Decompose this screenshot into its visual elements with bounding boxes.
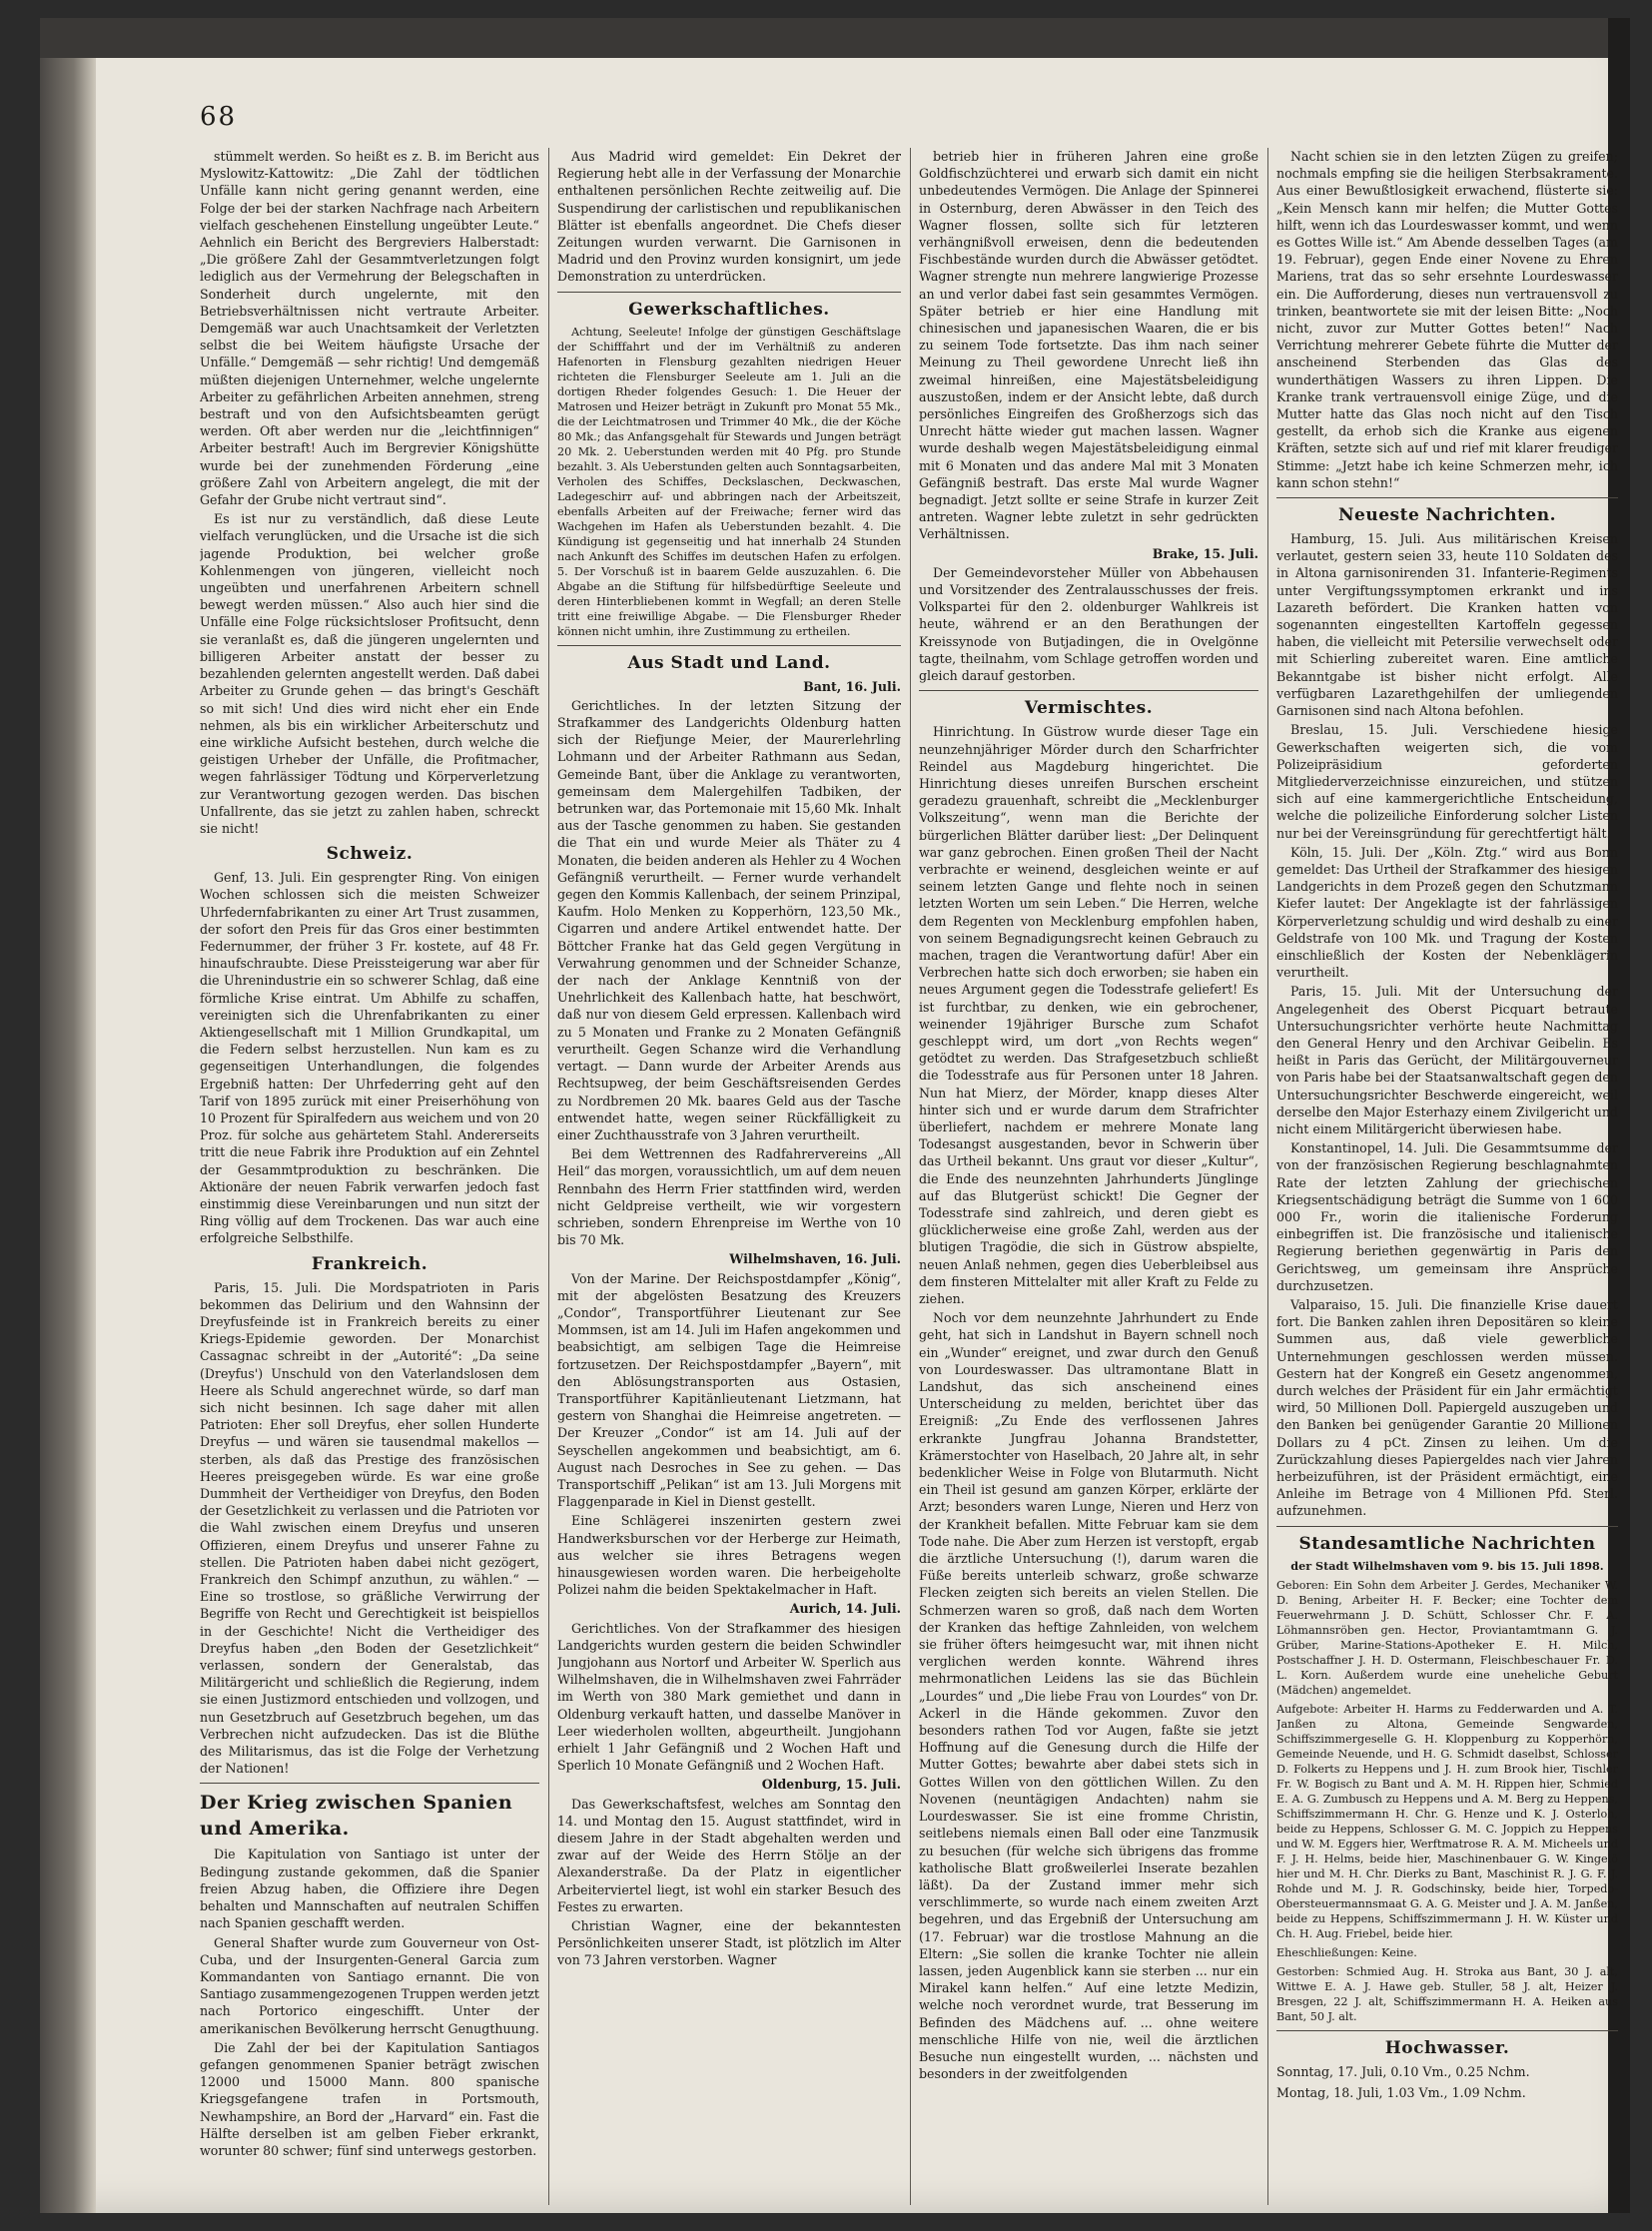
standesamt-subtitle: der Stadt Wilhelmshaven vom 9. bis 15. Juli 1898. — [1290, 1558, 1604, 1573]
dateline: Oldenburg, 15. Juli. — [761, 1777, 901, 1793]
section-heading-krieg: Der Krieg zwischen Spanien und Amerika. — [200, 1792, 513, 1841]
page-content — [200, 88, 1618, 2205]
section-heading-frankreich: Frankreich. — [311, 1253, 428, 1274]
article-paragraph: Hinrichtung. In Güstrow wurde dieser Tage ein neunzehnjähriger Mörder durch den Scharfrichter Reindel aus Magdeburg hingerichtet. Die Hinrichtung dieses unreifen Burschen erscheint geradezu grauenhaft, schreibt die „Mecklenburger Volkszeitung“, wenn man die Berichte der bürgerlichen Blätter darüber liest: „Der Delinquent war ganz gebrochen. Einen großen Theil der Nacht verbrachte er weinend, desgleichen weinte er auf seinem letzten Gange und flehte noch in seinen letzten Worten um sein Leben.“ Die Herren, welche dem Regenten von Mecklenburg empfohlen haben, von seinem Begnadigungsrecht keinen Gebrauch zu machen, tragen die Verantwortung dafür! Aber ein Verbrechen hatte sich doch erworben; sie haben ein neues Argument gegen die Todesstrafe geliefert! Es ist furchtbar, zu denken, wie ein gebrochener, weinender 19jähriger Bursche zum Schafot geschleppt wird, um dort „von Rechts wegen“ getödtet zu werden. Das Strafgesetzbuch schließt die Todesstrafe aus für Personen unter 18 Jahren. Nun hat Mierz, der Mörder, knapp dieses Alter hinter sich und er wurde darum dem Strafrichter überliefert, nachdem er mehrere Monate lang Todesangst ausgestanden, bevor in Schwerin über das Urtheil bekannt. Uns graut vor dieser „Kultur“, die Ende des neunzehnten Jahrhunderts Jünglinge auf das Blutgerüst schickt! Die Gegner der Todesstrafe sind zahlreich, und deren giebt es glücklicherweise eine große Zahl, werden aus der blutigen Tragödie, die sich in Güstrow abspielte, neuen Anlaß nehmen, gegen dies Ueberbleibsel aus dem finsteren Mittelalter mit aller Kraft zu Felde zu ziehen. — [919, 724, 1258, 1306]
list-item: Gestorben: Schmied Aug. H. Stroka aus Bant, 30 J. alt, Wittwe E. A. J. Hawe geb. Stuller, 58 J. alt, Heizer J. Bresgen, 22 J. alt, Schiffszimmermann H. A. Heiken aus Bant, 50 J. alt. — [1276, 1964, 1618, 2023]
article-paragraph: betrieb hier in früheren Jahren eine große Goldfischzüchterei und erwarb sich damit ein nicht unbedeutendes Vermögen. Die Anlage der Spinnerei in Osternburg, deren Abwässer in den Teich des Wagner flossen, sollte sich für letzteren verhängnißvoll erweisen, denn die bedeutenden Fischbestände wurden durch die Abwässer getödtet. Wagner strengte nun mehrere langwierige Prozesse an und verlor dabei fast sein gesammtes Vermögen. Später betrieb er hier eine Handlung mit chinesischen und japanesischen Waaren, die er bis zu seinem Tode fortsetzte. Das ihm nach seiner Meinung zu Theil gewordene Unrecht ließ ihn zweimal hinreißen, eine Majestätsbeleidigung auszustoßen, indem er der Ansicht lebte, daß durch persönliches Eingreifen des Großherzogs sich das Unrecht hätte wieder gut machen lassen. Wagner wurde deshalb wegen Majestätsbeleidigung einmal mit 6 Monaten und das andere Mal mit 3 Monaten Gefängniß bestraft. Das erste Mal wurde Wagner begnadigt. Jetzt sollte er seine Strafe in kurzer Zeit antreten. Wagner lebte zuletzt in sehr gedrückten Verhältnissen. — [919, 149, 1258, 542]
column-4 — [1276, 148, 1618, 2205]
divider — [200, 1783, 539, 1784]
section-heading-stadt-land: Aus Stadt und Land. — [627, 652, 831, 673]
binding-edge — [40, 58, 96, 2213]
article-paragraph: Genf, 13. Juli. Ein gesprengter Ring. Von einigen Wochen schlossen sich die meisten Schweizer Uhrfedernfabrikanten zu einer Art Trust zusammen, der sofort den Preis für das Gros einer bestimmten Federnummer, der früher 3 Fr. kostete, auf 48 Fr. hinaufschraubte. Diese Preissteigerung war aber für die Uhrenindustrie ein so schwerer Schlag, daß eine förmliche Krise eintrat. Um Abhilfe zu schaffen, vereinigten sich die Uhrenfabrikanten zu einer Aktiengesellschaft mit 1 Million Grundkapital, um die Federn selbst herzustellen. Nun kam es zu gegenseitigen Unterhandlungen, die folgendes Ergebniß hatten: Der Uhrfederring geht auf den Tarif von 1895 zurück mit einer Preiserhöhung von 10 Prozent für Spiralfedern aus weichem und von 20 Proz. für solche aus gehärtetem Stahl. Andererseits tritt die neue Fabrik ihre Produktion auf ein Zehntel der Gesammtproduktion zu beschränken. Die Aktionäre der neuen Fabrik verwarfen jedoch fast einstimmig diese Vereinbarungen und nun sitzt der Ring völlig auf dem Trockenen. Das war auch eine erfolgreiche Selbsthilfe. — [200, 870, 539, 1246]
dateline: Wilhelmshaven, 16. Juli. — [729, 1251, 901, 1267]
list-item: Geboren: Ein Sohn dem Arbeiter J. Gerdes, Mechaniker W. D. Bening, Arbeiter H. F. Becker; eine Tochter dem Feuerwehrmann J. D. Schütt, Schlosser Chr. F. A. Löhmannsröben gen. Hector, Proviantamtmann G. J. Grüber, Marine-Stations-Apotheker E. H. Milch, Postschaffner J. H. D. Ostermann, Fleischbeschauer Fr. D. L. Korn. Außerdem wurde eine uneheliche Geburt (Mädchen) angemeldet. — [1276, 1578, 1618, 1697]
article-paragraph: Aus Madrid wird gemeldet: Ein Dekret der Regierung hebt alle in der Verfassung der Monarchie enthaltenen persönlichen Rechte zeitweilig auf. Die Suspendirung der carlistischen und republikanischen Blätter ist ebenfalls angeordnet. Die Chefs dieser Zeitungen wurden verwarnt. Die Garnisonen in Madrid und den Provinz wurden konsignirt, um jede Demonstration zu unterdrücken. — [557, 149, 901, 285]
divider — [919, 690, 1258, 691]
article-paragraph: Breslau, 15. Juli. Verschiedene hiesige Gewerkschaften weigerten sich, die vom Polizeipräsidium geforderten Mitgliederverzeichnisse einzureichen, und stützen sich auf eine kammergerichtliche Entscheidung, welche die polizeiliche Einforderung solcher Listen nur bei der Vereinsgründung für gerechtfertigt hält. — [1276, 722, 1618, 841]
article-paragraph: Das Gewerkschaftsfest, welches am Sonntag den 14. und Montag den 15. August stattfindet, wird in diesem Jahre in der Stadt abgehalten werden und zwar auf der Weide des Herrn Stölje an der Alexanderstraße. Da der Platz in eigentlicher Arbeiterviertel liegt, ist wohl ein starker Besuch des Festes zu erwarten. — [557, 1796, 901, 1914]
article-paragraph: Gerichtliches. In der letzten Sitzung der Strafkammer des Landgerichts Oldenburg hatten sich der Riefjunge Meier, der Maurerlehrling Lohmann und der Arbeiter Rathmann aus Sedan, Gemeinde Bant, über die Anklage zu verantworten, gemeinsam dem Malergehilfen Tadbiken, der betrunken war, das Portemonaie mit 15,60 Mk. Inhalt aus der Tasche genommen zu haben. Sie gestanden die That ein und wurde Meier als Thäter zu 4 Monaten, die beiden anderen als Hehler zu 4 Wochen Gefängniß verurtheilt. — Ferner wurde verhandelt gegen den Kommis Kallenbach, der seinem Prinzipal, Kaufm. Holo Menken zu Kopperhörn, 123,50 Mk., Cigarren und andere Artikel entwendet hatte. Der Böttcher Franke hat das Geld gegen Vergütung in Verwahrung genommen und der Schneider Schanze, der nach der Anklage Kenntniß von der Unehrlichkeit des Kallenbach hatte, hat beschwört, daß nur von diesem Geld erpressen. Kallenbach wird zu 5 Monaten und Franke zu 2 Monaten Gefängniß verurtheilt. Gegen Schanze wird die Verhandlung vertagt. — Dann wurde der Arbeiter Arends aus Rechtsupweg, der beim Geschäftsreisenden Gerdes zu Nordbremen 20 Mk. baares Geld aus der Tasche entwendet hatte, wegen seiner Rückfälligkeit zu einer Zuchthausstrafe von 3 Jahren verurtheilt. — [557, 697, 901, 1142]
section-heading-standesamt: Standesamtliche Nachrichten — [1298, 1533, 1596, 1554]
divider — [1276, 1526, 1618, 1527]
article-paragraph: Eine Schlägerei inszenirten gestern zwei Handwerksburschen vor der Herberge zur Heimath, aus welcher sie ihres Betragens wegen hinausgewiesen worden waren. Die herbeigeholte Polizei nahm die beiden Spektakelmacher in Haft. — [557, 1513, 901, 1598]
list-item: Montag, 18. Juli, 1.03 Vm., 1.09 Nchm. — [1276, 2084, 1526, 2100]
column-divider — [548, 148, 549, 2205]
section-heading-schweiz: Schweiz. — [326, 844, 413, 865]
article-paragraph: Christian Wagner, eine der bekanntesten Persönlichkeiten unserer Stadt, ist plötzlich im Alter von 73 Jahren verstorben. Wagner — [557, 1918, 901, 1968]
article-paragraph: Die Kapitulation von Santiago ist unter der Bedingung zustande gekommen, daß die Spanier freien Abzug haben, die Offiziere ihre Degen behalten und Mannschaften auf neutralen Schiffen nach Spanien geschafft werden. — [200, 1847, 539, 1931]
article-paragraph: Nacht schien sie in den letzten Zügen zu greifen; nochmals empfing sie die heiligen Sterbsakramente. Aus einer Bewußtlosigkeit erwachend, flüsterte sie: „Kein Mensch kann mir helfen; die Mutter Gottes hilft, wenn ich das Lourdeswasser kommt, und wenn es Gottes Wille ist.“ Am Abende desselben Tages (am 19. Februar), gegen Ende einer Novene zu Ehren Mariens, trat das so sehr ersehnte Lourdeswasser ein. Die Aufforderung, dieses nun vertrauensvoll zu trinken, beantwortete sie mit der leisen Bitte: „Noch nicht, zuvor zur Mutter Gottes beten!“ Nach Verrichtung mehrerer Gebete führte die Mutter der anscheinend Sterbenden das Glas des wunderthätigen Wassers zu ihren Lippen. Die Kranke trank vertrauensvoll einige Züge, und die Mutter hatte das Glas noch nicht auf den Tisch gestellt, da erhob sich die Kranke aus eigenen Kräften, setzte sich auf und rief mit klarer freudiger Stimme: „Jetzt habe ich keine Schmerzen mehr, ich kann schon stehn!“ — [1276, 149, 1618, 490]
dateline: Aurich, 14. Juli. — [789, 1601, 901, 1617]
scan-top-border — [40, 18, 1630, 58]
divider — [1276, 2030, 1618, 2031]
article-paragraph: Köln, 15. Juli. Der „Köln. Ztg.“ wird aus Bonn gemeldet: Das Urtheil der Strafkammer des hiesigen Landgerichts in dem Prozeß gegen den Schutzmann Kiefer lautet: Der Angeklagte ist der fahrlässigen Körperverletzung schuldig und wird deshalb zu einer Geldstrafe von 100 Mk. und Tragung der Kosten einschließlich der Kosten der Nebenklägerin verurtheilt. — [1276, 844, 1618, 981]
newspaper-page — [40, 18, 1630, 2213]
section-heading-neueste: Neueste Nachrichten. — [1337, 505, 1557, 526]
article-paragraph: Der Gemeindevorsteher Müller von Abbehausen und Vorsitzender des Zentralausschusses der freis. Volkspartei für den 2. oldenburger Wahlkreis ist heute, während er an den Berathungen der Kreissynode von Butjadingen, die in Ovelgönne tagte, theilnahm, vom Schlage getroffen worden und gleich darauf gestorben. — [919, 564, 1258, 684]
divider — [557, 645, 901, 646]
column-divider — [1267, 148, 1268, 2205]
dateline: Brake, 15. Juli. — [1152, 545, 1258, 561]
column-divider — [910, 148, 911, 2205]
hochwasser-list — [1276, 2063, 1618, 2101]
article-paragraph: stümmelt werden. So heißt es z. B. im Bericht aus Myslowitz-Kattowitz: „Die Zahl der tödtlichen Unfälle kann nicht gering genannt werden, eine Folge der bei der starken Nachfrage nach Arbeitern vielfach geschehenen Einstellung ungeübter Leute.“ Aehnlich ein Bericht des Bergreviers Halberstadt: „Die größere Zahl der Gesammtverletzungen folgt lediglich aus der Vermehrung der Belegschaften in Sonderheit durch ungelernte, mit den Betriebsverhältnissen nicht vertraute Arbeiter. Demgemäß war auch Unachtsamkeit der Verletzten selbst die bei Weitem häufigste Ursache der Unfälle.“ Demgemäß — sehr richtig! Und demgemäß müßten diejenigen Unternehmer, welche ungelernte Arbeiter zu gefährlichen Arbeiten annehmen, streng bestraft und von den Aufsichtsbeamten gerügt werden. Oft aber werden nur die „leichtfinnigen“ Arbeiter bestraft! Auch im Bergrevier Königshütte wurde bei der zunehmenden Förderung „eine größere Zahl von Arbeitern angelegt, die mit der Gefahr der Grube nicht vertraut sind“. — [200, 149, 539, 508]
section-heading-hochwasser: Hochwasser. — [1384, 2037, 1510, 2058]
divider — [1276, 497, 1618, 498]
list-item: Aufgebote: Arbeiter H. Harms zu Fedderwarden und A. T. Janßen zu Altona, Gemeinde Sengwarden, Schiffszimmergeselle G. H. Kloppenburg zu Kopperhörn, Gemeinde Neuende, und H. G. Schmidt daselbst, Schlosser D. Folkerts zu Heppens und J. H. zum Brook hier, Tischler Fr. W. Bogisch zu Bant und A. M. H. Rippen hier, Schmied E. A. G. Zumbusch zu Heppens und A. M. Berg zu Heppens, Schiffszimmermann H. Chr. G. Henze und K. J. Osterloh, beide zu Heppens, Schlosser G. M. C. Joppich zu Heppens und W. M. Eggers hier, Werftmatrose R. A. M. Micheels und F. J. H. Helms, beide hier, Maschinenbauer G. W. Kingelö hier und M. H. Chr. Dierks zu Bant, Maschinist R. J. G. F. J. Rohde und M. J. R. Godschinsky, beide hier, Torpedo-Obersteuermannsmaat G. A. G. Meister und J. A. M. Janßen, beide zu Heppens, Schiffszimmermann J. H. W. Küster und Ch. H. Aug. Friebel, beide hier. — [1276, 1702, 1618, 1940]
article-paragraph: Paris, 15. Juli. Mit der Untersuchung der Angelegenheit des Oberst Picquart betraute Untersuchungsrichter verhörte heute Nachmittag den General Henry und den Archivar Geibelin. Es heißt in Paris das Gerücht, der Militärgouverneur von Paris habe bei der Staatsanwaltschaft gegen den Untersuchungsrichter Beschwerde eingereicht, weil derselbe den Major Esterhazy einem Zivilgericht und nicht einem Militärgericht überwiesen habe. — [1276, 984, 1618, 1136]
column-3 — [919, 148, 1258, 2205]
section-heading-vermischtes: Vermischtes. — [1024, 698, 1154, 719]
column-1 — [200, 148, 539, 2205]
article-paragraph: Paris, 15. Juli. Die Mordspatrioten in Paris bekommen das Delirium und den Wahnsinn der Dreyfusfeinde ist in Frankreich bereits zu einer Kriegs-Epidemie geworden. Der Monarchist Cassagnac schreibt in der „Autorité“: „Da seine (Dreyfus') Unschuld von den Vaterlandslosen dem Heere als Schuld angerechnet würde, so darf man sich nicht besinnen. Ich sage daher mit allen Patrioten: Eher soll Dreyfus, eher sollen Hunderte Dreyfus — und wären sie tausendmal makellos — sterben, als daß das Prestige des französischen Heeres preisgegeben würde. Es war eine große Dummheit der Vertheidiger von Dreyfus, den Boden der Gesetzlichkeit zu verlassen und die Patrioten vor die Wahl zwischen einem Dreyfus und unseren Offizieren, einem Dreyfus und unserer Fahne zu stellen. Die Patrioten haben dabei nicht gezögert, Frankreich den Schimpf anzuthun, zu wählen.“ — Eine so trostlose, so gräßliche Verwirrung der Begriffe von Recht und Gerechtigkeit ist beispiellos in der Geschichte! Nicht die Vertheidiger des Dreyfus haben „den Boden der Gesetzlichkeit“ verlassen, sondern der Generalstab, das Militärgericht und schließlich die Regierung, indem sie einen Justizmord entschieden und vollzogen, und nun Gesetzbruch auf Gesetzbruch begehen, um das Verbrechen nicht aufzudecken. Das ist die Blüthe des Militarismus, das ist die Folge der Verhetzung der Nationen! — [200, 1279, 539, 1777]
columns — [200, 148, 1618, 2205]
column-2 — [557, 148, 901, 2205]
article-paragraph: Gerichtliches. Von der Strafkammer des hiesigen Landgerichts wurden gestern die beiden Schwindler Jungjohann aus Nortorf und Arbeiter W. Sperlich aus Wilhelmshaven, die in Wilhelmshaven zwei Fahrräder im Werth von 380 Mark gemiethet und dann in Oldenburg verkauft hatten, und dasselbe Manöver in Leer wiederholen wollten, abgeurtheilt. Jungjohann erhielt 1 Jahr Gefängniß und 2 Wochen Haft und Sperlich 10 Monate Gefängniß und 2 Wochen Haft. — [557, 1620, 901, 1774]
article-paragraph: Noch vor dem neunzehnte Jahrhundert zu Ende geht, hat sich in Landshut in Bayern schnell noch ein „Wunder“ ereignet, und zwar durch den Genuß von Lourdeswasser. Das ultramontane Blatt in Landshut, das sich anscheinend eines Unterscheidung zu melden, berichtet über das Ereigniß: „Zu Ende des verflossenen Jahres erkrankte Jungfrau Johanna Brandstetter, Krämerstochter von Haselbach, 20 Jahre alt, in sehr bedenklicher Weise in Folge von Blutarmuth. Nicht ein Theil ist gesund am ganzen Körper, erklärte der Arzt; besonders waren Lunge, Nieren und Herz von der Krankheit befallen. Mitte Februar kam sie dem Tode nahe. Die Aber zum Herzen ist verstopft, ergab die ärztliche Untersuchung (!), darum waren die Füße bereits unterleib schwarz, große schwarze Flecken zeigten sich bereits an vielen Stellen. Die Schmerzen waren so groß, daß nach dem Worten der Kranken das heftige Zahnleiden, von welchem sie früher öfters heimgesucht war, mit ihnen nicht verglichen werden konnte. Während ihres mehrmonatlichen Leidens las sie das Büchlein „Lourdes“ und „Die liebe Frau von Lourdes“ von Dr. Ackerl in die Hände gekommen. Zuvor den besonders rathen Tod vor Augen, faßte sie jetzt Hoffnung auf die Genesung durch die Hilfe der Mutter Gottes; bewahrte aber dabei stets sich in Gottes Willen von den göttlichen Willen. Zu den Novenen (neuntägigen Andachten) nahm sie Lourdeswasser. Sie ist eine fromme Christin, seitlebens niemals einen Ball oder eine Tanzmusik zu besuchen (für welche sich übrigens das fromme katholische Blatt großweilerlei Inserate bezahlen läßt). Da der Zustand immer mehr sich verschlimmerte, so wurde nach einem zweiten Arzt begehren, und das Ergebniß der Untersuchung am (17. Februar) war die trostlose Mahnung an die Eltern: „Sie sollen die kranke Tochter nie allein lassen, jeden Augenblick kann sie sterben ... nur ein Mirakel kann helfen.“ Auf eine letzte Medizin, welche noch verordnet wurde, trat Besserung im Befinden des Mädchens auf. ... ohne weitere menschliche Hilfe von nie, weil die ärztlichen Besuche nun eingestellt wurden, ... nächsten und besonders in der zweitfolgenden — [919, 1310, 1258, 2082]
page-number: 68 — [200, 102, 238, 132]
divider — [557, 292, 901, 293]
dateline: Bant, 16. Juli. — [803, 678, 901, 694]
article-paragraph: Bei dem Wettrennen des Radfahrervereins „All Heil“ das morgen, voraussichtlich, um auf dem neuen Rennbahn des Herrn Frier stattfinden wird, werden nicht Geldpreise vertheilt, wie wir vorgestern schrieben, sondern Ehrenpreise im Werthe von 10 bis 70 Mk. — [557, 1146, 901, 1248]
article-paragraph: Von der Marine. Der Reichspostdampfer „König“, mit der abgelösten Besatzung des Kreuzers „Condor“, Transportführer Lieutenant zur See Mommsen, ist am 14. Juli im Hafen angekommen und beabsichtigt, am selbigen Tage die Heimreise fortzusetzen. Der Reichspostdampfer „Bayern“, mit den Ablösungstransporten aus Ostasien, Transportführer Kapitänlieutenant Lietzmann, hat gestern von Shanghai die Heimreise angetreten. — Der Kreuzer „Condor“ ist am 14. Juli auf der Seyschellen angekommen und beabsichtigt, am 6. August nach Desroches in See zu gehen. — Das Transportschiff „Pelikan“ ist am 13. Juli Morgens mit Flaggenparade in Kiel in Dienst gestellt. — [557, 1270, 901, 1510]
list-item: Eheschließungen: Keine. — [1276, 1945, 1417, 1959]
article-paragraph: Es ist nur zu verständlich, daß diese Leute vielfach verunglücken, und die Ursache ist die sich jagende Produktion, bei welcher große Kohlenmengen von jüngeren, vielleicht noch ungeübten und unerfahrenen Arbeitern schnell bewegt werden müssen.“ Also auch hier sind die Unfälle eine Folge rücksichtsloser Profitsucht, denn sie veranlaßt es, daß die jüngeren ungelernten und billigeren Arbeiter anstatt der besser zu bezahlenden gelernten angestellt werden. Daß dabei Arbeiter zu Grunde gehen — das bringt's Geschäft so mit sich! Und dies wird nicht eher ein Ende nehmen, als bis ein wirklicher Arbeiterschutz und eine wirkliche Aufsicht bestehen, durch welche die geistigen Urheber der Unfälle, die Profitmacher, wegen fahrlässiger Tödtung und Körperverletzung zur Verantwortung gezogen werden. Das bischen Unfallrente, das sie jetzt zu zahlen haben, schreckt sie nicht! — [200, 511, 539, 836]
standesamt-list — [1276, 1578, 1618, 2024]
article-paragraph: Die Zahl der bei der Kapitulation Santiagos gefangen genommenen Spanier beträgt zwischen 12000 und 15000 Mann. 800 spanische Kriegsgefangene trafen in Portsmouth, Newhampshire, an Bord der „Harvard“ ein. Fast die Hälfte derselben ist am gelben Fieber erkrankt, worunter 80 schwer; fünf sind unterwegs gestorben. — [200, 2039, 539, 2158]
list-item: Sonntag, 17. Juli, 0.10 Vm., 0.25 Nchm. — [1276, 2063, 1530, 2079]
article-paragraph: Konstantinopel, 14. Juli. Die Gesammtsumme der von der französischen Regierung beschlagnahmten Rate der letzten Zahlung der griechischen Kriegsentschädigung beträgt die Summe von 1 600 000 Fr., worin die italienische Forderung einbegriffen ist. Die französische und italienische Regierung beriethen gegenwärtig in Paris den Gerichtsweg, um gemeinsam ihre Ansprüche durchzusetzen. — [1276, 1140, 1618, 1293]
section-heading-gewerkschaftliches: Gewerkschaftliches. — [628, 299, 830, 320]
article-paragraph: Valparaiso, 15. Juli. Die finanzielle Krise dauert fort. Die Banken zahlen ihren Depositären so kleine Summen aus, daß viele gewerbliche Unternehmungen geschlossen werden müssen. Gestern hat der Kongreß ein Gesetz angenommen, durch welches der Präsident für ein Jahr ermächtigt wird, 50 Millionen Doll. Papiergeld auszugeben und den Banken bei genügender Garantie 20 Millionen Dollars zu 4 pCt. Zinsen zu leihen. Um die Zurückzahlung dieses Papiergeldes nach vier Jahren herbeizuführen, ist der Präsident ermächtigt, eine Anleihe im Betrage von 4 Millionen Pfd. Sterl. aufzunehmen. — [1276, 1297, 1618, 1519]
article-paragraph: General Shafter wurde zum Gouverneur von Ost-Cuba, und der Insurgenten-General Garcia zum Kommandanten von Santiago ernannt. Die von Santiago zusammengezogenen Truppen werden jetzt nach Portorico eingeschifft. Unter der amerikanischen Bevölkerung herrscht Genugthuung. — [200, 1934, 539, 2036]
article-paragraph: Achtung, Seeleute! Infolge der günstigen Geschäftslage der Schifffahrt und der im Verhältniß zu anderen Hafenorten in Flensburg gezahlten niedrigen Heuer richteten die Flensburger Seeleute am 1. Juli an die dortigen Rheder folgendes Gesuch: 1. Die Heuer der Matrosen und Heizer beträgt in Zukunft pro Monat 55 Mk., die der Leichtmatrosen und Trimmer 40 Mk., die der Köche 80 Mk.; das Anfangsgehalt für Stewards und Jungen beträgt 20 Mk. 2. Ueberstunden werden mit 40 Pfg. pro Stunde bezahlt. 3. Als Ueberstunden gelten auch Sonntagsarbeiten, Verholen des Schiffes, Deckslaschen, Deckwaschen, Ladegeschirr auf- und abbringen nach der Arbeitszeit, ebenfalls Arbeiten auf der Freiwache; ferner wird das Wachgehen im Hafen als Ueberstunden bezahlt. 4. Die Kündigung ist gegenseitig und hat innerhalb 24 Stunden nach Ankunft des Schiffes im deutschen Hafen zu erfolgen. 5. Der Vorschuß ist in baarem Gelde auszuzahlen. 6. Die Abgabe an die Stiftung für hilfsbedürftige Seeleute und deren Hinterbliebenen kommt in Wegfall; an deren Stelle tritt eine freiwillige Abgabe. — Die Flensburger Rheder können nicht umhin, ihre Zustimmung zu ertheilen. — [557, 325, 901, 638]
article-paragraph: Hamburg, 15. Juli. Aus militärischen Kreisen verlautet, gestern seien 33, heute 110 Soldaten des in Altona garnisonirenden 31. Infanterie-Regiments unter Vergiftungssymptomen erkrankt und ins Lazareth befördert. Die Kranken hatten von sogenannten eingestellten Kartoffeln gegessen haben, die vielleicht mit Petersilie verwechselt oder mit Schierling zubereitet waren. Eine amtliche Bekanntgabe ist bisher nicht erfolgt. Alle verfügbaren Lazarethgehilfen der umliegenden Garnisonen sind nach Altona befohlen. — [1276, 531, 1618, 719]
